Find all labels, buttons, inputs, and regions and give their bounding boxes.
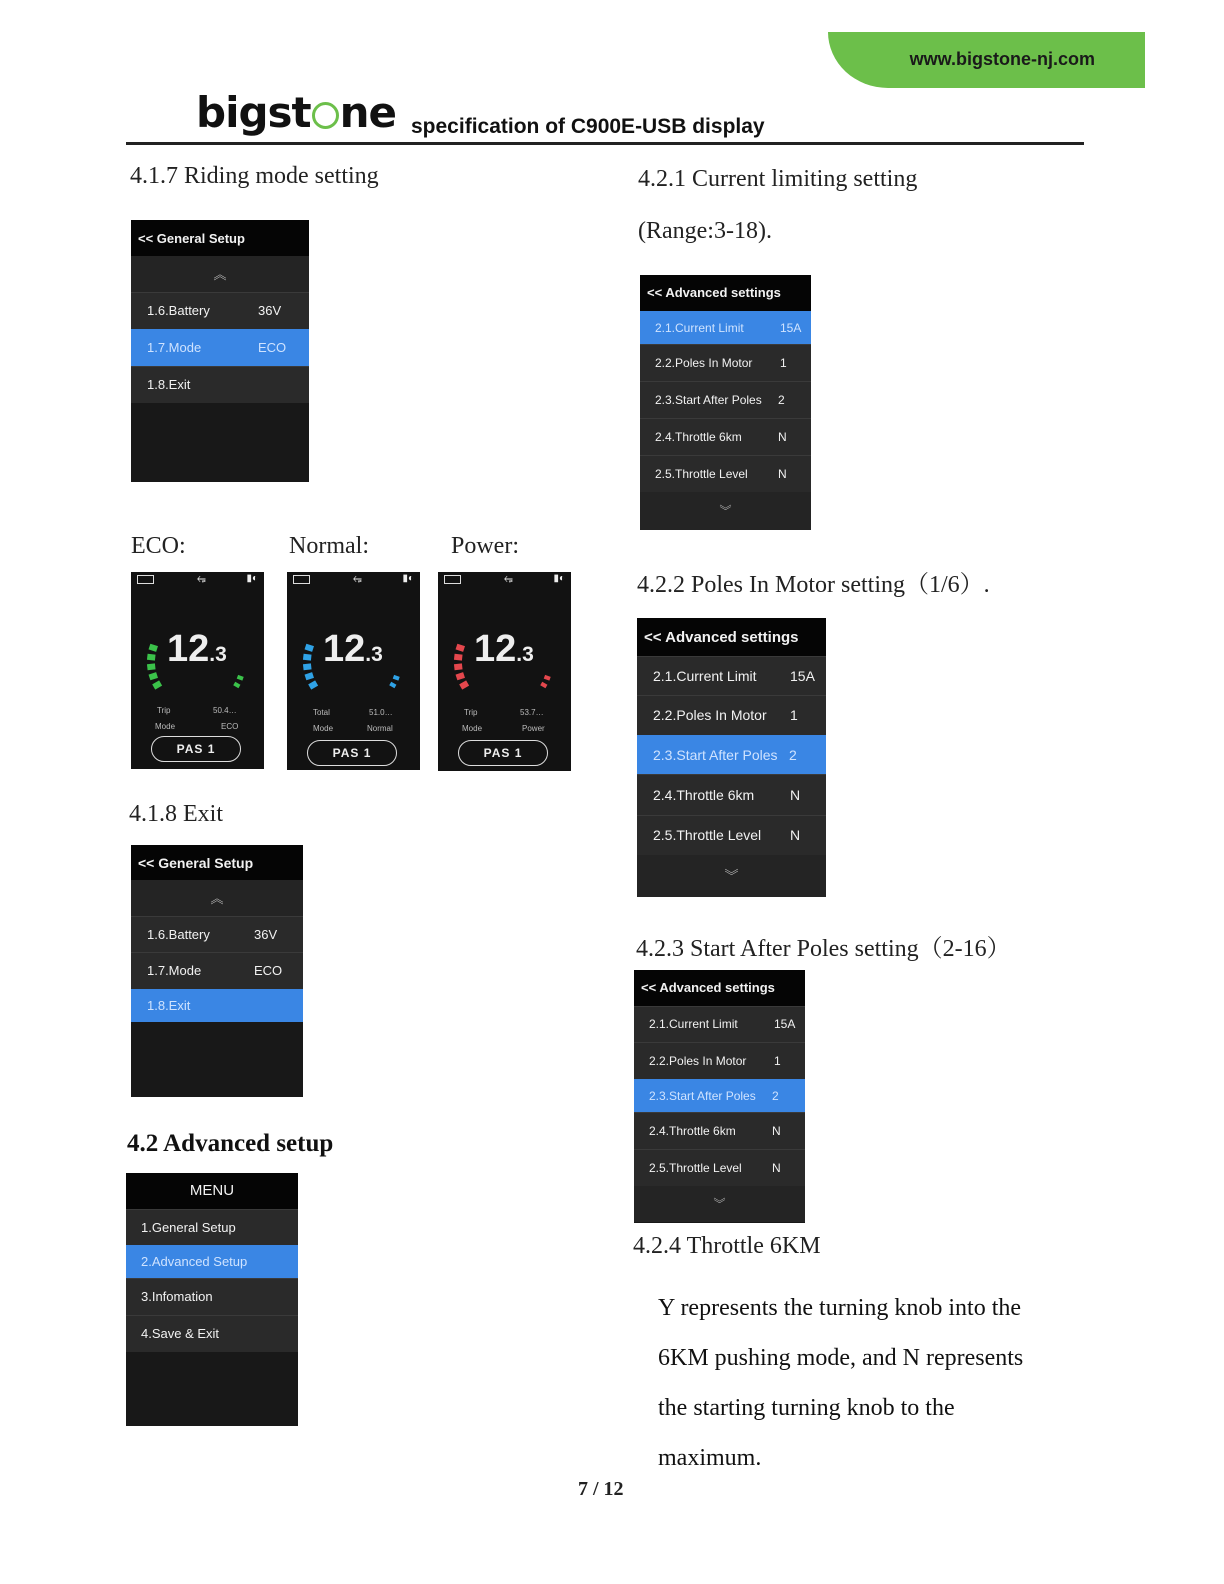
advanced-settings-screen-start xyxy=(634,970,805,1223)
heading-4-2-3: 4.2.3 Start After Poles setting（2-16） xyxy=(636,936,1011,962)
arc-segment xyxy=(147,663,156,670)
bigstone-logo: bigst ne xyxy=(196,88,396,137)
adv-row-start-after-poles: 2.3.Start After Poles 2 xyxy=(640,381,811,418)
heading-4-2-2: 4.2.2 Poles In Motor setting（1/6）. xyxy=(637,572,990,598)
arc-segment xyxy=(149,672,158,680)
scroll-down-icon: ︾ xyxy=(634,1186,805,1222)
mode-value: Normal xyxy=(367,724,393,733)
scroll-up-icon: ︽ xyxy=(131,880,303,916)
usb-icon: ⭂ xyxy=(353,573,362,585)
odo-label: Trip xyxy=(157,706,171,715)
pas-level: PAS 1 xyxy=(307,740,397,766)
menu-row-battery: 1.6.Battery 36V xyxy=(131,292,309,329)
pas-level: PAS 1 xyxy=(151,736,241,762)
arc-segment xyxy=(389,682,396,688)
arc-segment xyxy=(540,682,547,688)
general-setup-screen-exit xyxy=(131,845,303,1097)
menu-item-advanced-setup-selected: 2.Advanced Setup xyxy=(126,1245,298,1278)
screen-title: << Advanced settings xyxy=(637,618,826,656)
odo-value: 53.7… xyxy=(520,708,544,717)
adv-row-throttle-6km: 2.4.Throttle 6km N xyxy=(637,774,826,815)
scroll-down-icon: ︾ xyxy=(640,492,811,530)
arc-segment xyxy=(303,654,312,661)
menu-row-exit-selected: 1.8.Exit xyxy=(131,989,303,1022)
menu-item-save-exit: 4.Save & Exit xyxy=(126,1315,298,1352)
adv-row-start-after-poles-selected: 2.3.Start After Poles 2 xyxy=(637,735,826,774)
headlight-icon: ▮◐ xyxy=(402,573,414,584)
main-menu-screen xyxy=(126,1173,298,1426)
advanced-settings-screen-poles xyxy=(637,618,826,897)
arc-segment xyxy=(237,675,244,681)
odo-value: 51.0… xyxy=(369,708,393,717)
odo-label: Total xyxy=(313,708,330,717)
adv-row-current-limit: 2.1.Current Limit 15A xyxy=(634,1006,805,1042)
headlight-icon: ▮◐ xyxy=(553,573,565,584)
adv-row-throttle-level: 2.5.Throttle Level N xyxy=(640,455,811,492)
adv-row-poles-in-motor: 2.2.Poles In Motor 1 xyxy=(634,1042,805,1079)
heading-4-1-8: 4.1.8 Exit xyxy=(129,801,223,827)
arc-segment xyxy=(456,672,465,680)
document-title: specification of C900E-USB display xyxy=(411,115,765,138)
scroll-up-icon: ︽ xyxy=(131,256,309,292)
arc-segment xyxy=(544,675,551,681)
website-url: www.bigstone-nj.com xyxy=(909,49,1095,69)
adv-row-throttle-6km: 2.4.Throttle 6km N xyxy=(640,418,811,455)
screen-title: << General Setup xyxy=(131,220,309,256)
usb-icon: ⭂ xyxy=(197,573,206,585)
scroll-down-icon: ︾ xyxy=(637,855,826,897)
range-note: (Range:3-18). xyxy=(638,218,772,244)
speed-readout: 12.3 xyxy=(167,628,227,670)
screen-title: << Advanced settings xyxy=(640,275,811,311)
arc-segment xyxy=(456,644,465,652)
adv-row-current-limit: 2.1.Current Limit 15A xyxy=(637,656,826,695)
adv-row-poles-in-motor: 2.2.Poles In Motor 1 xyxy=(637,695,826,735)
adv-row-start-after-poles-selected: 2.3.Start After Poles 2 xyxy=(634,1079,805,1112)
speed-readout: 12.3 xyxy=(323,628,383,670)
pas-level: PAS 1 xyxy=(458,740,548,766)
arc-segment xyxy=(303,663,312,670)
arc-segment xyxy=(308,680,318,689)
arc-segment xyxy=(152,680,162,689)
adv-row-throttle-level: 2.5.Throttle Level N xyxy=(634,1149,805,1186)
caption-normal: Normal: xyxy=(289,533,369,559)
adv-row-current-limit-selected: 2.1.Current Limit 15A xyxy=(640,311,811,344)
headlight-icon: ▮◐ xyxy=(246,573,258,584)
menu-row-exit: 1.8.Exit xyxy=(131,366,309,403)
arc-segment xyxy=(393,675,400,681)
general-setup-screen-mode xyxy=(131,220,309,482)
arc-segment xyxy=(147,654,156,661)
odo-value: 50.4… xyxy=(213,706,237,715)
menu-row-battery: 1.6.Battery 36V xyxy=(131,916,303,952)
menu-item-information: 3.Infomation xyxy=(126,1278,298,1315)
adv-row-throttle-6km: 2.4.Throttle 6km N xyxy=(634,1112,805,1149)
battery-icon xyxy=(293,575,310,584)
mode-value: Power xyxy=(522,724,545,733)
menu-item-general-setup: 1.General Setup xyxy=(126,1209,298,1245)
arc-segment xyxy=(305,672,314,680)
battery-icon xyxy=(444,575,461,584)
menu-row-mode-selected: 1.7.Mode ECO xyxy=(131,329,309,366)
mode-label: Mode xyxy=(155,722,176,731)
throttle-description: Y represents the turning knob into the 6KM pushing mode, and N represents the starting turning knob to the maximum. xyxy=(658,1295,1024,1471)
mode-label: Mode xyxy=(462,724,483,733)
battery-icon xyxy=(137,575,154,584)
mode-value: ECO xyxy=(221,722,239,731)
usb-icon: ⭂ xyxy=(504,573,513,585)
menu-title: MENU xyxy=(126,1173,298,1209)
page-number: 7 / 12 xyxy=(578,1478,624,1500)
odo-label: Trip xyxy=(464,708,478,717)
arc-segment xyxy=(233,682,240,688)
adv-row-poles-in-motor: 2.2.Poles In Motor 1 xyxy=(640,344,811,381)
website-banner xyxy=(828,32,1145,88)
arc-segment xyxy=(149,644,158,652)
arc-segment xyxy=(305,644,314,652)
advanced-settings-screen-current xyxy=(640,275,811,530)
adv-row-throttle-level: 2.5.Throttle Level N xyxy=(637,815,826,855)
dashboard-eco xyxy=(131,572,264,769)
caption-power: Power: xyxy=(451,533,519,559)
heading-4-2-1: 4.2.1 Current limiting setting xyxy=(638,166,918,192)
screen-title: << Advanced settings xyxy=(634,970,805,1006)
heading-4-2-4: 4.2.4 Throttle 6KM xyxy=(633,1233,821,1259)
screen-title: << General Setup xyxy=(131,845,303,880)
speed-readout: 12.3 xyxy=(474,628,534,670)
menu-row-mode: 1.7.Mode ECO xyxy=(131,952,303,989)
dashboard-normal xyxy=(287,572,420,770)
mode-label: Mode xyxy=(313,724,334,733)
heading-4-2: 4.2 Advanced setup xyxy=(127,1130,334,1157)
arc-segment xyxy=(459,680,469,689)
header-divider xyxy=(126,142,1084,145)
dashboard-power xyxy=(438,572,571,771)
logo-ring-icon xyxy=(312,102,339,129)
heading-4-1-7: 4.1.7 Riding mode setting xyxy=(130,163,379,189)
arc-segment xyxy=(454,663,463,670)
arc-segment xyxy=(454,654,463,661)
caption-eco: ECO: xyxy=(131,533,186,559)
